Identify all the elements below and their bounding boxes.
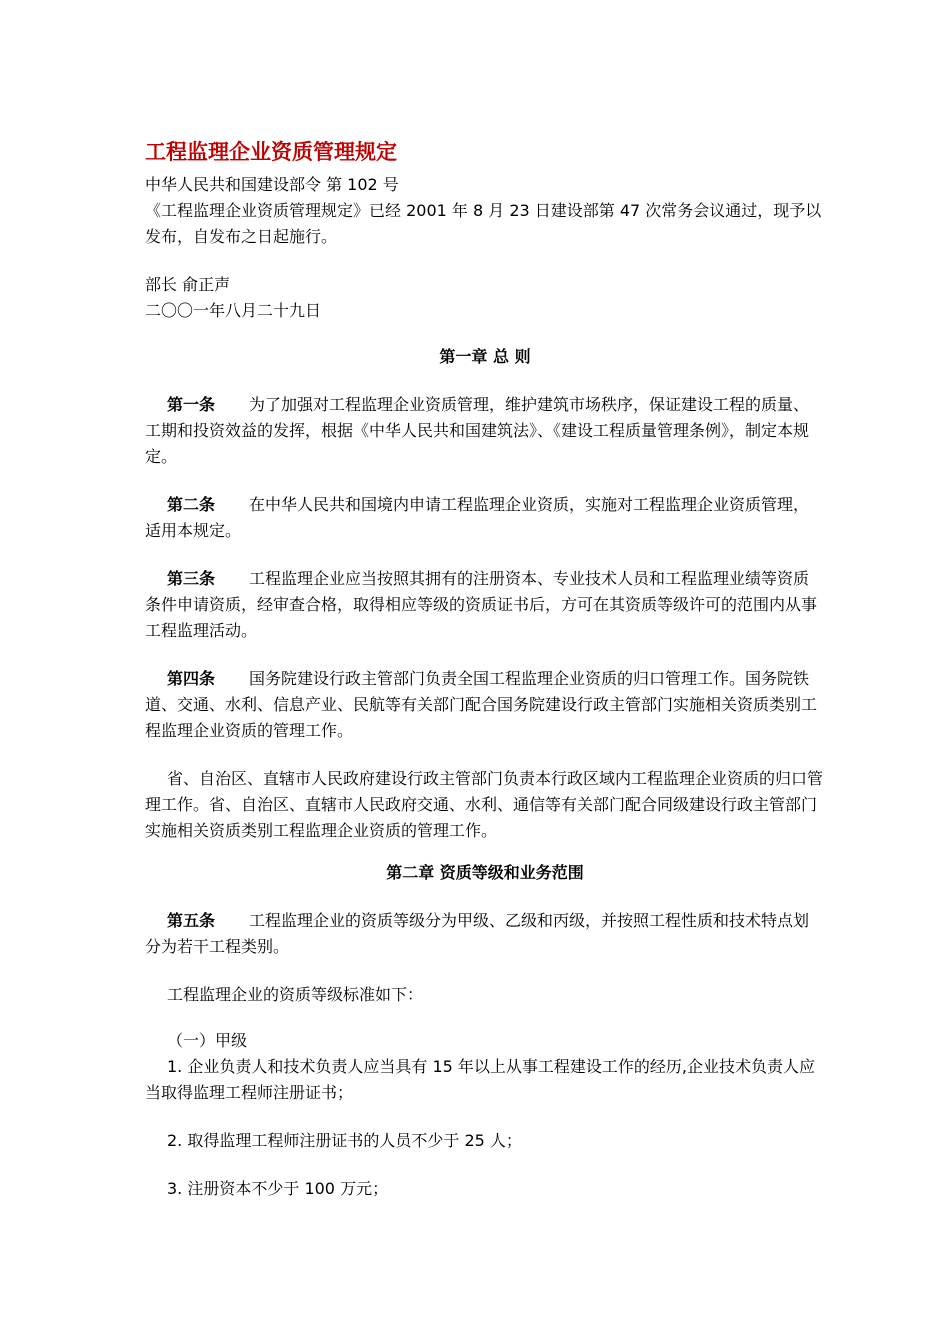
chapter-2-heading: 第二章 资质等级和业务范围 (386, 863, 584, 882)
chapter-1-heading: 第一章 总 则 (439, 347, 531, 366)
grade-a-item-2: 2. 取得监理工程师注册证书的人员不少于 25 人； (167, 1131, 522, 1150)
grade-a-item-1: 1. 企业负责人和技术负责人应当具有 15 年以上从事工程建设工作的经历,企业技术负责人应当取得监理工程师注册证书； (145, 1057, 815, 1102)
article-1 (145, 392, 825, 470)
article-4-paragraph-2: 省、自治区、直辖市人民政府建设行政主管部门负责本行政区域内工程监理企业资质的归口管理工作。省、自治区、直辖市人民政府交通、水利、通信等有关部门配合同级建设行政主管部门实施相关资质类别工程监理企业资质的管理工作。 (145, 769, 824, 840)
article-5-paragraph-2: 工程监理企业的资质等级标准如下： (167, 985, 424, 1004)
preamble: 《工程监理企业资质管理规定》已经 2001 年 8 月 23 日建设部第 47 次常务会议通过，现予以发布，自发布之日起施行。 (145, 201, 822, 246)
article-5 (145, 908, 825, 960)
signatory: 部长 俞正声 (145, 275, 231, 294)
article-4-label: 第四条 (167, 669, 216, 688)
document-page (145, 136, 825, 1202)
decree-number: 中华人民共和国建设部令 第 102 号 (145, 175, 399, 194)
grade-a-label: （一）甲级 (167, 1031, 248, 1050)
article-2 (145, 492, 825, 544)
article-1-label: 第一条 (167, 395, 216, 414)
article-4 (145, 666, 825, 744)
article-1-text: 为了加强对工程监理企业资质管理，维护建筑市场秩序，保证建设工程的质量、工期和投资效益的发挥，根据《中华人民共和国建筑法》、《建设工程质量管理条例》，制定本规定。 (145, 395, 810, 466)
article-4-text: 国务院建设行政主管部门负责全国工程监理企业资质的归口管理工作。国务院铁道、交通、水利、信息产业、民航等有关部门配合国务院建设行政主管部门实施相关资质类别工程监理企业资质的管理工作。 (145, 669, 818, 740)
grade-a-item-3: 3. 注册资本不少于 100 万元； (167, 1179, 389, 1198)
article-3-text: 工程监理企业应当按照其拥有的注册资本、专业技术人员和工程监理业绩等资质条件申请资质，经审查合格，取得相应等级的资质证书后，方可在其资质等级许可的范围内从事工程监理活动。 (145, 569, 818, 640)
article-2-text: 在中华人民共和国境内申请工程监理企业资质，实施对工程监理企业资质管理，适用本规定。 (145, 495, 810, 540)
promulgation-date: 二〇〇一年八月二十九日 (145, 301, 322, 320)
article-5-label: 第五条 (167, 911, 216, 930)
article-2-label: 第二条 (167, 495, 216, 514)
article-3-label: 第三条 (167, 569, 216, 588)
article-3 (145, 566, 825, 644)
document-title: 工程监理企业资质管理规定 (145, 140, 397, 164)
article-5-text: 工程监理企业的资质等级分为甲级、乙级和丙级，并按照工程性质和技术特点划分为若干工程类别。 (145, 911, 810, 956)
